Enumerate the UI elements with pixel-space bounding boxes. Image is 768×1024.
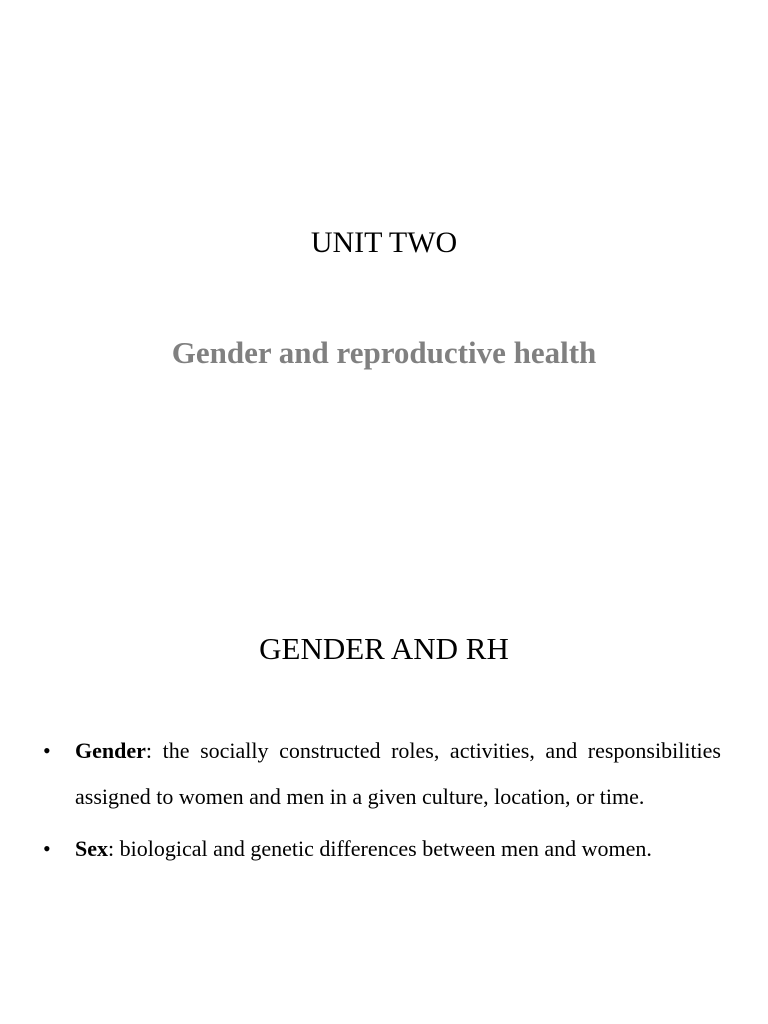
unit-subtitle: Gender and reproductive health — [171, 335, 597, 370]
definition-text: biological and genetic differences between men and women. — [114, 836, 652, 861]
unit-title: UNIT TWO — [310, 226, 458, 259]
section-title: GENDER AND RH — [259, 631, 509, 666]
definition-separator: : — [145, 738, 153, 763]
definition-item-gender — [43, 728, 721, 820]
bullet-icon: • — [43, 738, 51, 763]
definition-list — [43, 728, 721, 878]
definition-item-sex — [43, 826, 721, 872]
definition-term: Gender — [75, 738, 146, 763]
definition-separator: : — [108, 836, 115, 861]
definition-term: Sex — [75, 836, 108, 861]
bullet-icon: • — [43, 836, 51, 861]
definition-text: the socially constructed roles, activities, and responsibilities assigned to women and men in a given culture, location, or time. — [75, 738, 721, 809]
